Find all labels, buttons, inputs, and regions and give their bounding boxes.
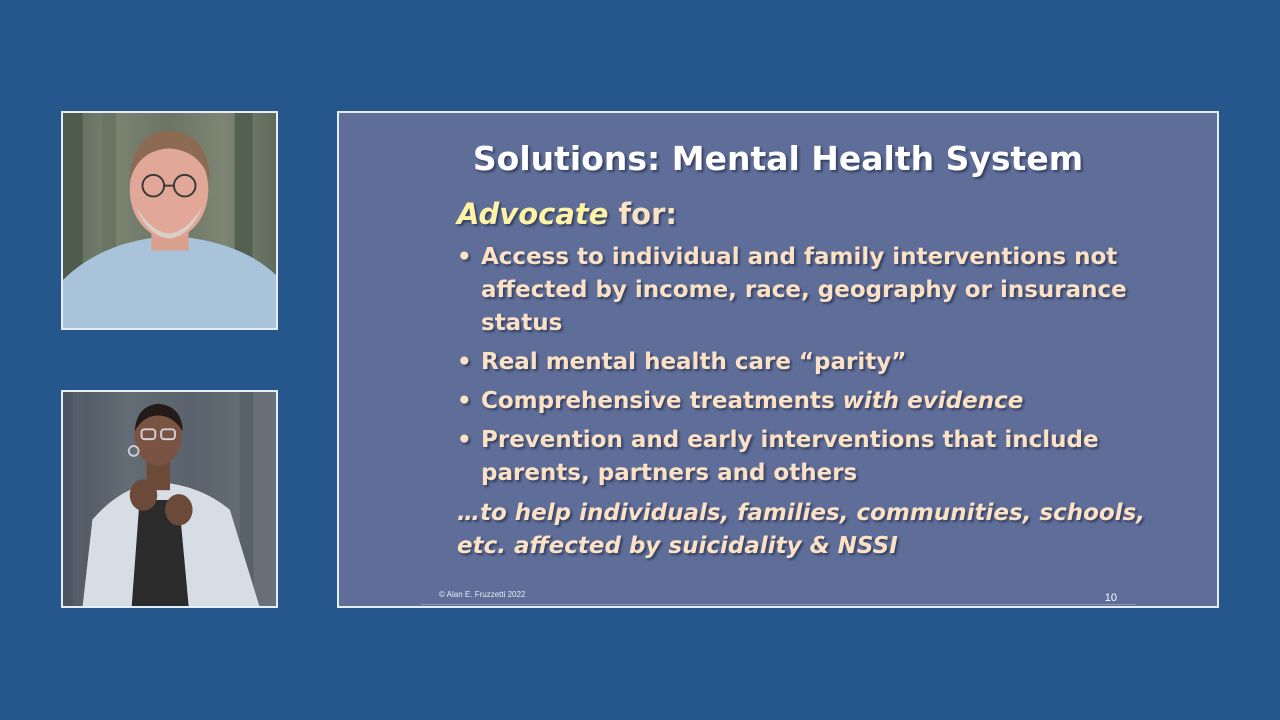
bullet-item [453,346,1133,379]
bullet-dot-icon: • [457,388,472,414]
speaker-person-image [63,113,276,328]
bullet-dot-icon: • [457,244,472,270]
bullet-list [453,241,1133,496]
slide-lead [457,197,677,231]
bullet-dot-icon: • [457,427,472,453]
speaker-video-tile[interactable] [61,111,278,330]
bullet-item [453,385,1133,418]
bullet-dot-icon: • [457,349,472,375]
bullet-emphasis: with evidence [842,388,1024,414]
lead-rest: for: [608,197,677,231]
interpreter-person-image [63,392,276,606]
bullet-text: Comprehensive treatments [481,388,843,414]
bullet-text: Real mental health care “parity” [481,349,907,375]
slide-title: Solutions: Mental Health System [472,139,1084,178]
slide-footer-divider [421,604,1136,605]
slide-page-number: 10 [1104,592,1117,604]
bullet-text: Prevention and early interventions that include parents, partners and others [481,427,1099,486]
interpreter-video-tile[interactable] [61,390,278,608]
bullet-item [453,424,1133,490]
slide-closing-text: …to help individuals, families, communities, schools, etc. affected by suicidality & NSSI [457,500,1145,559]
lead-emphasis: Advocate [457,197,609,231]
bullet-item [453,241,1133,340]
presentation-slide [337,111,1219,608]
slide-copyright: © Alan E. Fruzzetti 2022 [439,590,526,599]
bullet-text: Access to individual and family interventions not affected by income, race, geography or insurance status [481,244,1127,336]
